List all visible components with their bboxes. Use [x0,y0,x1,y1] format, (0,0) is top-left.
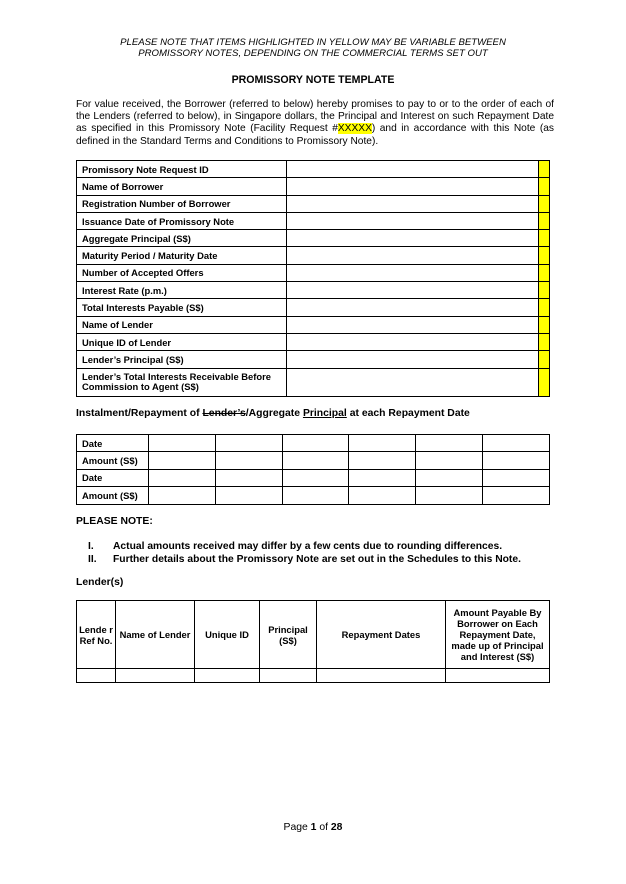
row-label: Number of Accepted Offers [77,264,287,281]
row-label: Interest Rate (p.m.) [77,282,287,299]
cell [149,452,216,469]
row-label: Name of Borrower [77,178,287,195]
list-text: Actual amounts received may differ by a few cents due to rounding differences. [113,541,503,552]
notice-line: PLEASE NOTE THAT ITEMS HIGHLIGHTED IN YELLOW MAY BE VARIABLE BETWEEN [120,37,506,48]
intro-text: For value received, the Borrower (referred to below) hereby promises to pay to or to the order of each of the Lenders (referred to below), in Singapore dollars, the Principal and Interest on such Repayment Date as specified in this Promissory Note (Facility Request # [76,99,554,135]
table-row [77,299,550,316]
heading-text: at each Repayment Date [346,408,470,419]
cell [483,469,550,486]
table-row [77,247,550,264]
cell [416,469,483,486]
table-row [77,487,550,504]
table-row [77,264,550,281]
table-row [77,351,550,368]
cell [149,469,216,486]
cell [116,669,195,683]
table-row [77,469,550,486]
row-value [286,264,538,281]
row-value [286,299,538,316]
cell [416,452,483,469]
heading-text: /Aggregate [245,408,303,419]
table-row [77,230,550,247]
cell [282,469,349,486]
table-row [77,212,550,229]
cell [77,669,116,683]
row-label: Unique ID of Lender [77,333,287,350]
table-row [77,368,550,396]
cell [483,435,550,452]
row-value [286,333,538,350]
cell [446,669,550,683]
cell [215,435,282,452]
underlined-text: Principal [302,408,347,419]
cell [349,487,416,504]
list-item [88,540,521,553]
row-label: Issuance Date of Promissory Note [77,212,287,229]
row-label: Amount (S$) [77,487,149,504]
table-row [77,435,550,452]
cell [416,435,483,452]
table-row [77,316,550,333]
row-label: Lender’s Principal (S$) [77,351,287,368]
variable-marker [538,230,549,247]
lenders-heading: Lender(s) [76,577,124,588]
row-value [286,195,538,212]
variable-marker [538,368,549,396]
row-value [286,316,538,333]
cell [317,669,446,683]
table-row [77,195,550,212]
variable-marker [538,195,549,212]
page-footer [0,822,626,833]
footer-text: Page [283,822,311,833]
row-value [286,282,538,299]
struck-text: Lender’s [202,408,246,419]
cell [483,452,550,469]
cell [483,487,550,504]
cell [282,487,349,504]
row-label: Aggregate Principal (S$) [77,230,287,247]
variable-marker [538,282,549,299]
instalment-table [76,434,550,505]
variable-marker [538,316,549,333]
cell [282,452,349,469]
cell [282,435,349,452]
page-title: PROMISSORY NOTE TEMPLATE [231,74,395,86]
table-row [77,282,550,299]
cell [149,487,216,504]
table-row [77,333,550,350]
row-label: Amount (S$) [77,452,149,469]
cell [349,435,416,452]
variable-marker [538,212,549,229]
row-label: Date [77,469,149,486]
row-label: Registration Number of Borrower [77,195,287,212]
cell [349,452,416,469]
cell [195,669,260,683]
variable-marker [538,264,549,281]
row-label: Maturity Period / Maturity Date [77,247,287,264]
column-header: Unique ID [195,601,260,669]
column-header: Repayment Dates [317,601,446,669]
variable-items-notice [60,37,566,59]
row-value [286,247,538,264]
column-header: Principal (S$) [260,601,317,669]
intro-paragraph [76,99,554,148]
intro-text-end: ) and in accordance with this Note (as defined in the Standard Terms and Conditions to Promissory Note). [76,123,554,147]
row-label: Total Interests Payable (S$) [77,299,287,316]
table-row [77,161,550,178]
variable-marker [538,333,549,350]
row-value [286,351,538,368]
row-label: Promissory Note Request ID [77,161,287,178]
variable-marker [538,299,549,316]
cell [349,469,416,486]
list-text: Further details about the Promissory Note are set out in the Schedules to this Note. [113,554,521,565]
cell [215,452,282,469]
list-item [88,553,521,566]
please-note-heading: PLEASE NOTE: [76,516,153,527]
notes-list [88,540,521,566]
note-details-table [76,160,550,397]
variable-marker [538,247,549,264]
row-value [286,178,538,195]
variable-marker [538,161,549,178]
list-number: I. [88,541,94,552]
page-total: 28 [330,822,343,833]
facility-request-highlight: XXXXX [337,123,372,135]
variable-marker [538,351,549,368]
list-number: II. [88,554,97,565]
cell [149,435,216,452]
cell [215,487,282,504]
table-row [77,669,550,683]
table-row [77,178,550,195]
column-header: Lende r Ref No. [77,601,116,669]
column-header: Amount Payable By Borrower on Each Repayment Date, made up of Principal and Interest (S$) [446,601,550,669]
row-label: Lender’s Total Interests Receivable Before Commission to Agent (S$) [77,368,287,396]
row-value [286,212,538,229]
heading-text: Instalment/Repayment of [76,408,203,419]
footer-text: of [316,822,331,833]
page-number: 1 [310,822,317,833]
header-row [77,601,550,669]
column-header: Name of Lender [116,601,195,669]
cell [215,469,282,486]
cell [416,487,483,504]
table-row [77,452,550,469]
row-label: Name of Lender [77,316,287,333]
row-value [286,368,538,396]
instalment-heading [76,408,470,419]
row-value [286,161,538,178]
row-value [286,230,538,247]
notice-line: PROMISSORY NOTES, DEPENDING ON THE COMMERCIAL TERMS SET OUT [138,48,488,59]
lenders-table [76,600,550,683]
cell [260,669,317,683]
row-label: Date [77,435,149,452]
variable-marker [538,178,549,195]
